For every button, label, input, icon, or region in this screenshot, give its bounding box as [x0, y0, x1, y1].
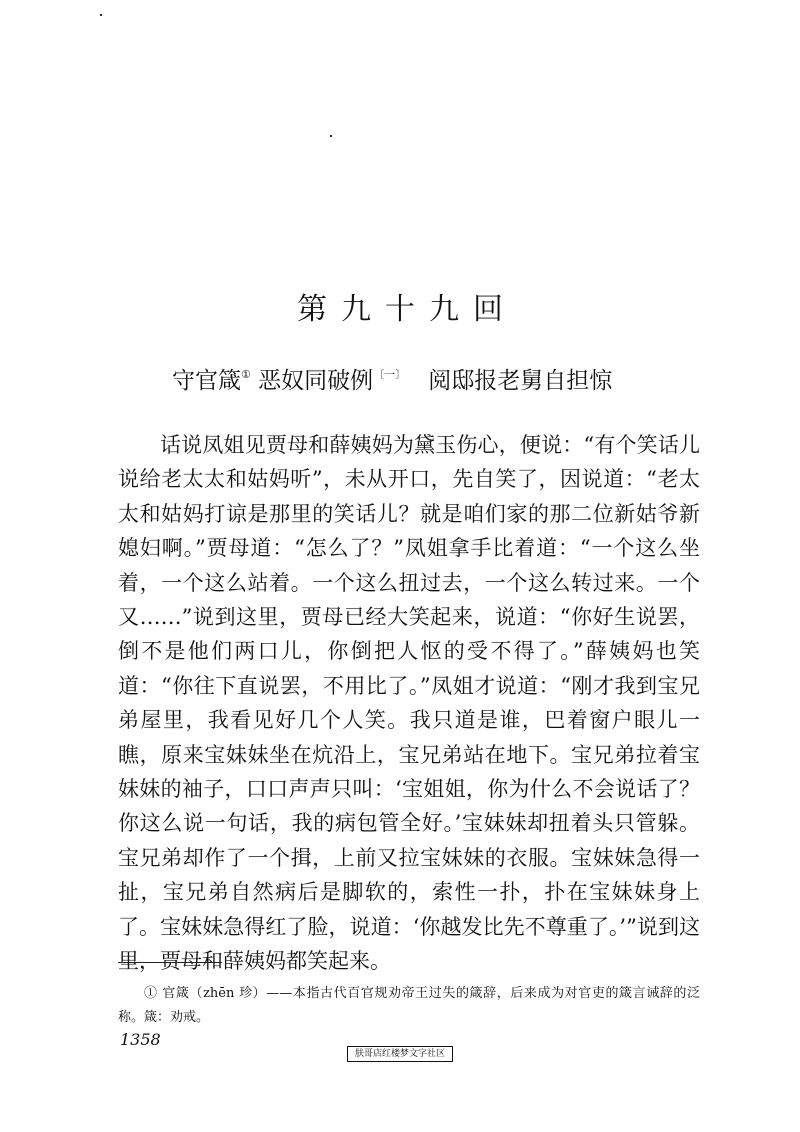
body-paragraph: 话说凤姐见贾母和薛姨妈为黛玉伤心，便说：“有个笑话儿说给老太太和姑妈听”，未从开口，先自笑了，因说道：“老太太和姑妈打谅是那里的笑话儿？就是咱们家的那二位新姑爷新媳妇啊。”贾母道：“怎么了？”凤姐拿手比着道：“一个这么坐着，一个这么站着。一个这么扭过去，一个这么转过来。一个又……”说到这里，贾母已经大笑起来，说道：“你好生说罢，倒不是他们两口儿，你倒把人怄的受不得了。”薛姨妈也笑道：“你往下直说罢，不用比了。”凤姐才说道：“刚才我到宝兄弟屋里，我看见好几个人笑。我只道是谁，巴着窗户眼儿一瞧，原来宝妹妹坐在炕沿上，宝兄弟站在地下。宝兄弟拉着宝妹妹的袖子，口口声声只叫：‘宝姐姐，你为什么不会说话了？你这么说一句话，我的病包管全好。’宝妹妹却扭着头只管躲。宝兄弟却作了一个揖，上前又拉宝妹妹的衣服。宝妹妹急得一扯，宝兄弟自然病后是脚软的，索性一扑，扑在宝妹妹身上了。宝妹妹急得红了脸，说道：‘你越发比先不尊重了。’”说到这里，贾母和薛姨妈都笑起来。	[118, 433, 700, 974]
endnote-marker: 〔一〕	[373, 368, 407, 381]
footnote-marker: ①	[241, 368, 251, 381]
scan-speck	[330, 135, 332, 137]
footnote: ① 官箴（zhēn 珍）——本指古代百官规劝帝王过失的箴辞，后来成为对官吏的箴言诫辞的泛称。箴：劝戒。	[118, 986, 700, 1025]
chapter-subtitle	[172, 362, 612, 395]
subtitle-part-3: 阅邸报老舅自担惊	[428, 368, 613, 394]
watermark-stamp: 肤哥店红楼梦文字社区	[347, 1046, 453, 1062]
scan-speck	[100, 14, 102, 16]
subtitle-part-1: 守官箴	[172, 368, 241, 394]
footnote-divider	[118, 962, 222, 963]
subtitle-part-2: 恶奴同破例	[250, 368, 374, 394]
chapter-title: 第九十九回	[297, 292, 517, 327]
page-number: 1358	[120, 1030, 161, 1049]
